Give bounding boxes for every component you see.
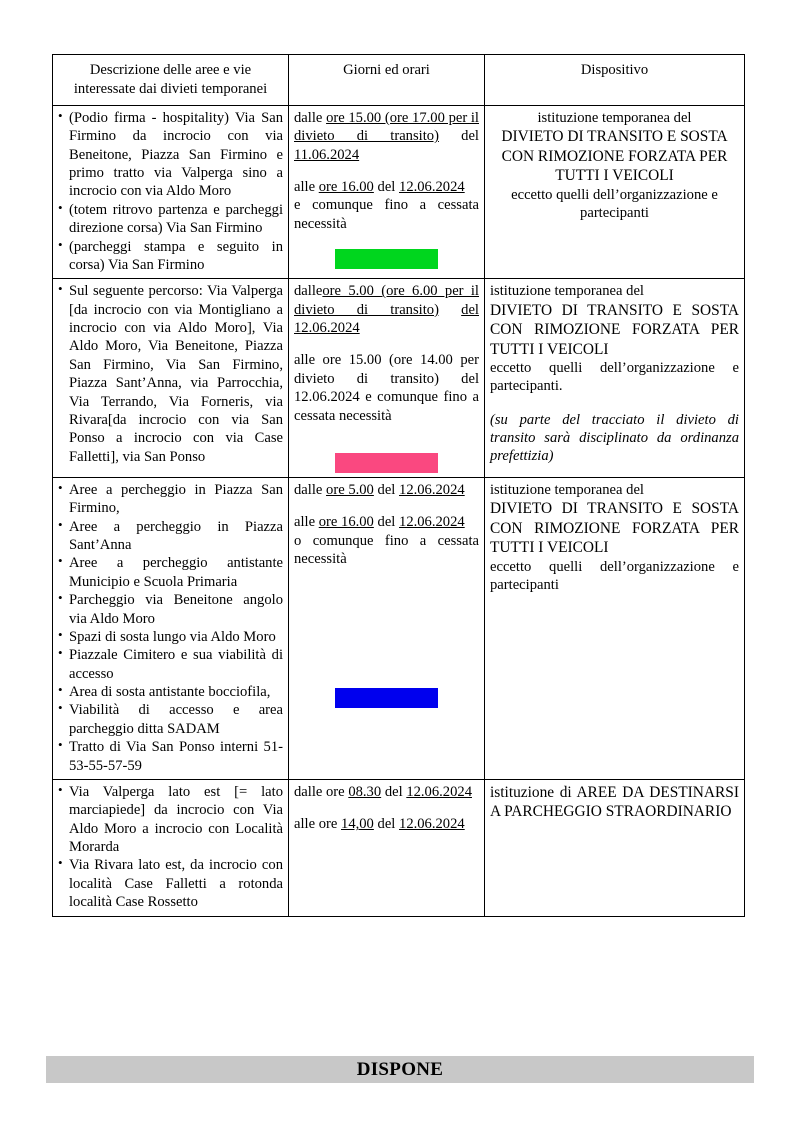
device-main: DIVIETO DI TRANSITO E SOSTA CON RIMOZIONE FORZATA PER TUTTI I VEICOLI	[490, 301, 739, 358]
table-row	[53, 779, 745, 916]
header-areas-line1: Descrizione delle aree e vie	[89, 62, 252, 78]
list-item: • (Podio firma - hospitality) Via San Firmino da incrocio con via Beneitone, Piazza San Firmino e primo tratto via Valperga sino a incrocio con via Aldo Moro	[58, 109, 283, 201]
list-item: • Piazzale Cimitero e sua viabilità di accesso	[58, 646, 283, 683]
schedule-end	[294, 178, 479, 196]
schedule-end	[294, 513, 479, 531]
schedule-end-time: 14,00	[341, 816, 374, 833]
schedule-end-prefix: alle	[294, 514, 316, 531]
cell-device	[485, 105, 745, 278]
device-intro: istituzione temporanea del	[537, 109, 692, 126]
list-item: • Aree a percheggio in Piazza Sant’Anna	[58, 518, 283, 555]
cell-device	[485, 779, 745, 916]
list-item: • (parcheggi stampa e seguito in corsa) Via San Firmino	[58, 238, 283, 275]
areas-list	[58, 783, 283, 912]
list-item: • (totem ritrovo partenza e parcheggi direzione corsa) Via San Firmino	[58, 201, 283, 238]
areas-list	[58, 109, 283, 274]
cell-schedule	[289, 279, 485, 478]
schedule-tail: alle ore 15.00 (ore 14.00 per divieto di transito) del 12.06.2024 e comunque fino a cessata necessità	[294, 352, 479, 424]
device-main: DIVIETO DI TRANSITO E SOSTA CON RIMOZIONE FORZATA PER TUTTI I VEICOLI	[490, 500, 739, 557]
green-color-bar	[335, 249, 438, 269]
cell-areas	[53, 279, 289, 478]
restrictions-table	[52, 54, 745, 917]
schedule-start	[294, 783, 479, 801]
cell-schedule	[289, 477, 485, 779]
areas-list	[58, 481, 283, 775]
schedule-end-date: 12.06.2024	[399, 816, 465, 833]
blue-color-bar	[335, 688, 438, 708]
list-item: • Area di sosta antistante bocciofila,	[58, 683, 283, 701]
list-item: • Sul seguente percorso: Via Valperga [da incrocio con via Montigliano a incrocio con via Aldo Moro], Via Aldo Moro, Via Beneitone, Piazza San Firmino, Via San Firmino, Piazza Sant’Anna, via Parrocchia, Via Terrando, Via Forneris, via Rivara[da incrocio con via San Ponso a incrocio con via Case Falletti], via San Ponso	[58, 282, 283, 466]
schedule-start-time: ore 15.00 (ore 17.00 per il divieto di transito)	[294, 109, 479, 145]
schedule-start-mid: del	[377, 481, 396, 498]
device-main: DIVIETO DI TRANSITO E SOSTA CON RIMOZIONE FORZATA PER TUTTI I VEICOLI	[501, 128, 728, 185]
cell-device	[485, 279, 745, 478]
device-note: (su parte del tracciato il divieto di transito sarà disciplinato da ordinanza prefettizia)	[490, 411, 739, 465]
device-exception: eccetto quelli dell’organizzazione e partecipanti.	[490, 359, 739, 395]
schedule-start-time: ore 5.00	[326, 481, 374, 498]
schedule-end	[294, 815, 479, 833]
color-bar-wrap	[294, 453, 479, 473]
table-row	[53, 105, 745, 278]
list-item: • Aree a percheggio in Piazza San Firmino,	[58, 481, 283, 518]
schedule-start-prefix: dalle	[294, 283, 323, 300]
schedule-end-mid: del	[377, 179, 396, 196]
schedule-end-time: ore 16.00	[318, 514, 374, 531]
device-exception: eccetto quelli dell’organizzazione e partecipanti	[490, 558, 739, 593]
list-item: • Tratto di Via San Ponso interni 51-53-55-57-59	[58, 738, 283, 775]
schedule-end-time: ore 16.00	[318, 179, 374, 196]
schedule-start-time: ore 5.00 (ore 6.00 per il divieto di transito)	[294, 283, 479, 318]
schedule-start-date: 12.06.2024	[294, 320, 360, 337]
schedule-tail: e comunque fino a cessata necessità	[294, 197, 479, 232]
list-item: • Aree a percheggio antistante Municipio e Scuola Primaria	[58, 554, 283, 591]
device-exception: eccetto quelli dell’organizzazione e partecipanti	[511, 186, 718, 221]
pink-color-bar	[335, 453, 438, 473]
list-item: • Spazi di sosta lungo via Aldo Moro	[58, 628, 283, 646]
schedule-tail: o comunque fino a cessata necessità	[294, 532, 479, 568]
cell-device	[485, 477, 745, 779]
schedule-end-prefix: alle	[294, 179, 316, 196]
header-cell-schedule: Giorni ed orari	[289, 55, 485, 106]
header-areas-line2: interessate dai divieti temporanei	[73, 80, 268, 97]
schedule-end-mid: del	[377, 514, 396, 531]
schedule-end-date: 12.06.2024	[399, 514, 465, 531]
header-cell-device: Dispositivo	[485, 55, 745, 106]
schedule-end-mid: del	[377, 816, 396, 833]
cell-schedule	[289, 779, 485, 916]
schedule-start-mid: del	[461, 128, 479, 145]
device-main: istituzione di AREE DA DESTINARSI A PARCHEGGIO STRAORDINARIO	[490, 783, 739, 821]
schedule-end-prefix: alle ore	[294, 816, 338, 833]
schedule-start-mid: del	[461, 301, 479, 318]
schedule-start-time: 08.30	[348, 783, 382, 800]
schedule-start-date: 11.06.2024	[294, 146, 360, 163]
dispone-banner: DISPONE	[46, 1056, 754, 1083]
schedule-start-prefix: dalle	[294, 109, 323, 126]
cell-areas	[53, 477, 289, 779]
schedule-start-prefix: dalle ore	[294, 783, 345, 800]
device-intro: istituzione temporanea del	[490, 283, 644, 300]
list-item: • Parcheggio via Beneitone angolo via Aldo Moro	[58, 591, 283, 628]
table-row	[53, 477, 745, 779]
table-row	[53, 279, 745, 478]
device-intro: istituzione temporanea del	[490, 481, 644, 498]
cell-schedule	[289, 105, 485, 278]
color-bar-wrap	[294, 688, 479, 708]
cell-areas	[53, 779, 289, 916]
schedule-start	[294, 282, 479, 337]
schedule-end-date: 12.06.2024	[399, 179, 465, 196]
header-cell-areas	[53, 55, 289, 106]
list-item: • Viabilità di accesso e area parcheggio ditta SADAM	[58, 701, 283, 738]
color-bar-wrap	[294, 249, 479, 269]
schedule-start	[294, 481, 479, 499]
spacer	[490, 396, 739, 411]
list-item: • Via Valperga lato est [= lato marciapiede] da incrocio con Via Aldo Moro a incrocio con Località Morarda	[58, 783, 283, 857]
list-item: • Via Rivara lato est, da incrocio con località Case Falletti a rotonda località Case Rossetto	[58, 856, 283, 911]
areas-list	[58, 282, 283, 466]
schedule-start-mid: del	[384, 783, 403, 800]
schedule-start-date: 12.06.2024	[399, 481, 465, 498]
table-header-row	[53, 55, 745, 106]
schedule-start	[294, 109, 479, 164]
schedule-start-prefix: dalle	[294, 481, 323, 498]
cell-areas	[53, 105, 289, 278]
schedule-start-date: 12.06.2024	[406, 783, 472, 800]
